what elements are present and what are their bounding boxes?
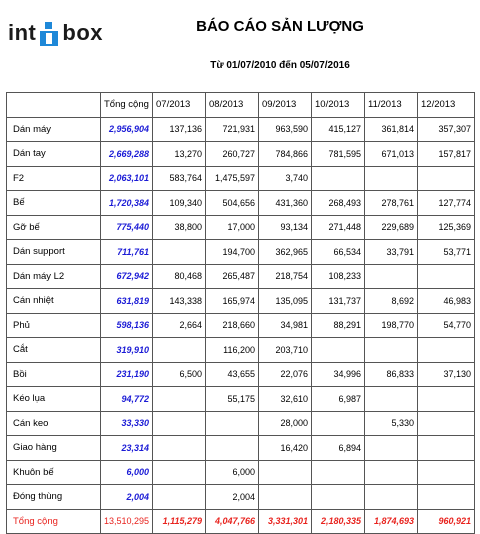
month-value: 271,448 — [312, 215, 365, 240]
row-total: 33,330 — [101, 411, 153, 436]
row-total: 2,063,101 — [101, 166, 153, 191]
month-value: 86,833 — [365, 362, 418, 387]
month-value: 16,420 — [259, 436, 312, 461]
month-value — [312, 460, 365, 485]
month-value — [153, 460, 206, 485]
month-value: 37,130 — [418, 362, 475, 387]
month-value — [365, 460, 418, 485]
table-row — [7, 240, 475, 265]
month-value: 218,754 — [259, 264, 312, 289]
month-value — [418, 166, 475, 191]
month-value: 415,127 — [312, 117, 365, 142]
logo-mark-icon — [38, 21, 60, 45]
month-value: 143,338 — [153, 289, 206, 314]
table-row — [7, 166, 475, 191]
month-value: 784,866 — [259, 142, 312, 167]
month-value — [365, 387, 418, 412]
month-value: 43,655 — [206, 362, 259, 387]
month-value: 46,983 — [418, 289, 475, 314]
column-header: 08/2013 — [206, 93, 259, 118]
month-value: 8,692 — [365, 289, 418, 314]
month-value — [418, 485, 475, 510]
row-label: Kéo lụa — [7, 387, 101, 412]
row-label: Dán máy — [7, 117, 101, 142]
month-value — [418, 411, 475, 436]
month-value: 28,000 — [259, 411, 312, 436]
column-header: Tổng cộng — [101, 93, 153, 118]
row-total: 672,942 — [101, 264, 153, 289]
month-value — [206, 411, 259, 436]
month-value: 6,000 — [206, 460, 259, 485]
month-value: 3,740 — [259, 166, 312, 191]
production-table — [6, 92, 475, 534]
row-total: 1,720,384 — [101, 191, 153, 216]
month-value: 13,270 — [153, 142, 206, 167]
month-value: 583,764 — [153, 166, 206, 191]
row-label: F2 — [7, 166, 101, 191]
month-value: 53,771 — [418, 240, 475, 265]
grand-total-value: 4,047,766 — [206, 509, 259, 534]
month-value — [312, 411, 365, 436]
table-row — [7, 436, 475, 461]
row-label: Bồi — [7, 362, 101, 387]
month-value — [365, 264, 418, 289]
month-value: 268,493 — [312, 191, 365, 216]
table-row — [7, 117, 475, 142]
month-value — [153, 387, 206, 412]
month-value — [259, 460, 312, 485]
month-value: 1,475,597 — [206, 166, 259, 191]
month-value: 135,095 — [259, 289, 312, 314]
grand-total-value: 3,331,301 — [259, 509, 312, 534]
grand-total-value: 1,874,693 — [365, 509, 418, 534]
month-value: 38,800 — [153, 215, 206, 240]
month-value: 194,700 — [206, 240, 259, 265]
report-title: BÁO CÁO SẢN LƯỢNG — [196, 18, 364, 35]
row-label: Giao hàng — [7, 436, 101, 461]
table-row — [7, 289, 475, 314]
month-value — [312, 485, 365, 510]
month-value: 55,175 — [206, 387, 259, 412]
month-value: 278,761 — [365, 191, 418, 216]
month-value: 362,965 — [259, 240, 312, 265]
month-value: 116,200 — [206, 338, 259, 363]
header-blank — [7, 93, 101, 118]
month-value: 265,487 — [206, 264, 259, 289]
month-value: 88,291 — [312, 313, 365, 338]
month-value: 781,595 — [312, 142, 365, 167]
month-value: 33,791 — [365, 240, 418, 265]
month-value: 165,974 — [206, 289, 259, 314]
month-value — [365, 436, 418, 461]
month-value: 93,134 — [259, 215, 312, 240]
month-value — [153, 485, 206, 510]
month-value — [153, 411, 206, 436]
month-value: 157,817 — [418, 142, 475, 167]
month-value — [418, 338, 475, 363]
month-value: 2,004 — [206, 485, 259, 510]
month-value: 198,770 — [365, 313, 418, 338]
column-header: 12/2013 — [418, 93, 475, 118]
month-value: 125,369 — [418, 215, 475, 240]
month-value: 6,894 — [312, 436, 365, 461]
month-value — [153, 436, 206, 461]
month-value — [365, 485, 418, 510]
month-value: 361,814 — [365, 117, 418, 142]
month-value: 671,013 — [365, 142, 418, 167]
row-total: 2,956,904 — [101, 117, 153, 142]
row-label: Dán tay — [7, 142, 101, 167]
month-value: 137,136 — [153, 117, 206, 142]
month-value — [153, 240, 206, 265]
month-value: 963,590 — [259, 117, 312, 142]
month-value — [312, 338, 365, 363]
table-row — [7, 362, 475, 387]
row-total: 2,669,288 — [101, 142, 153, 167]
month-value: 34,981 — [259, 313, 312, 338]
table-row — [7, 411, 475, 436]
row-label: Gỡ bế — [7, 215, 101, 240]
month-value: 6,987 — [312, 387, 365, 412]
month-value — [418, 436, 475, 461]
month-value: 6,500 — [153, 362, 206, 387]
month-value — [418, 387, 475, 412]
row-label: Khuôn bế — [7, 460, 101, 485]
row-total: 775,440 — [101, 215, 153, 240]
grand-total-label: Tổng cộng — [7, 509, 101, 534]
table-row — [7, 264, 475, 289]
row-total: 598,136 — [101, 313, 153, 338]
row-total: 711,761 — [101, 240, 153, 265]
month-value: 203,710 — [259, 338, 312, 363]
table-row — [7, 142, 475, 167]
row-total: 94,772 — [101, 387, 153, 412]
month-value: 66,534 — [312, 240, 365, 265]
row-label: Đóng thùng — [7, 485, 101, 510]
month-value — [153, 338, 206, 363]
grand-total-value: 13,510,295 — [101, 509, 153, 534]
month-value: 109,340 — [153, 191, 206, 216]
month-value: 5,330 — [365, 411, 418, 436]
month-value: 22,076 — [259, 362, 312, 387]
column-header: 09/2013 — [259, 93, 312, 118]
table-header-row — [7, 93, 475, 118]
month-value: 32,610 — [259, 387, 312, 412]
row-total: 2,004 — [101, 485, 153, 510]
table-row — [7, 338, 475, 363]
month-value: 127,774 — [418, 191, 475, 216]
month-value — [206, 436, 259, 461]
grand-total-value: 1,115,279 — [153, 509, 206, 534]
month-value: 80,468 — [153, 264, 206, 289]
month-value: 54,770 — [418, 313, 475, 338]
grand-total-row — [7, 509, 475, 534]
logo-text-left: int — [8, 20, 37, 45]
table-row — [7, 387, 475, 412]
column-header: 11/2013 — [365, 93, 418, 118]
row-label: Cắt — [7, 338, 101, 363]
month-value: 721,931 — [206, 117, 259, 142]
month-value: 357,307 — [418, 117, 475, 142]
grand-total-value: 960,921 — [418, 509, 475, 534]
row-label: Cán nhiệt — [7, 289, 101, 314]
report-date-range: Từ 01/07/2010 đến 05/07/2016 — [210, 60, 350, 71]
month-value — [259, 485, 312, 510]
month-value: 17,000 — [206, 215, 259, 240]
column-header: 10/2013 — [312, 93, 365, 118]
month-value: 260,727 — [206, 142, 259, 167]
row-label: Cán keo — [7, 411, 101, 436]
month-value — [418, 460, 475, 485]
row-total: 231,190 — [101, 362, 153, 387]
company-logo — [2, 2, 122, 64]
table-row — [7, 215, 475, 240]
row-label: Phủ — [7, 313, 101, 338]
table-row — [7, 485, 475, 510]
row-label: Bế — [7, 191, 101, 216]
month-value — [312, 166, 365, 191]
month-value — [365, 338, 418, 363]
row-total: 23,314 — [101, 436, 153, 461]
row-total: 6,000 — [101, 460, 153, 485]
month-value: 229,689 — [365, 215, 418, 240]
month-value: 34,996 — [312, 362, 365, 387]
row-total: 319,910 — [101, 338, 153, 363]
month-value: 2,664 — [153, 313, 206, 338]
month-value: 431,360 — [259, 191, 312, 216]
month-value: 108,233 — [312, 264, 365, 289]
month-value — [365, 166, 418, 191]
month-value — [418, 264, 475, 289]
row-total: 631,819 — [101, 289, 153, 314]
table-row — [7, 460, 475, 485]
table-row — [7, 191, 475, 216]
month-value: 131,737 — [312, 289, 365, 314]
logo-text-right: box — [62, 20, 104, 45]
month-value: 504,656 — [206, 191, 259, 216]
row-label: Dán máy L2 — [7, 264, 101, 289]
table-row — [7, 313, 475, 338]
row-label: Dán support — [7, 240, 101, 265]
month-value: 218,660 — [206, 313, 259, 338]
column-header: 07/2013 — [153, 93, 206, 118]
grand-total-value: 2,180,335 — [312, 509, 365, 534]
